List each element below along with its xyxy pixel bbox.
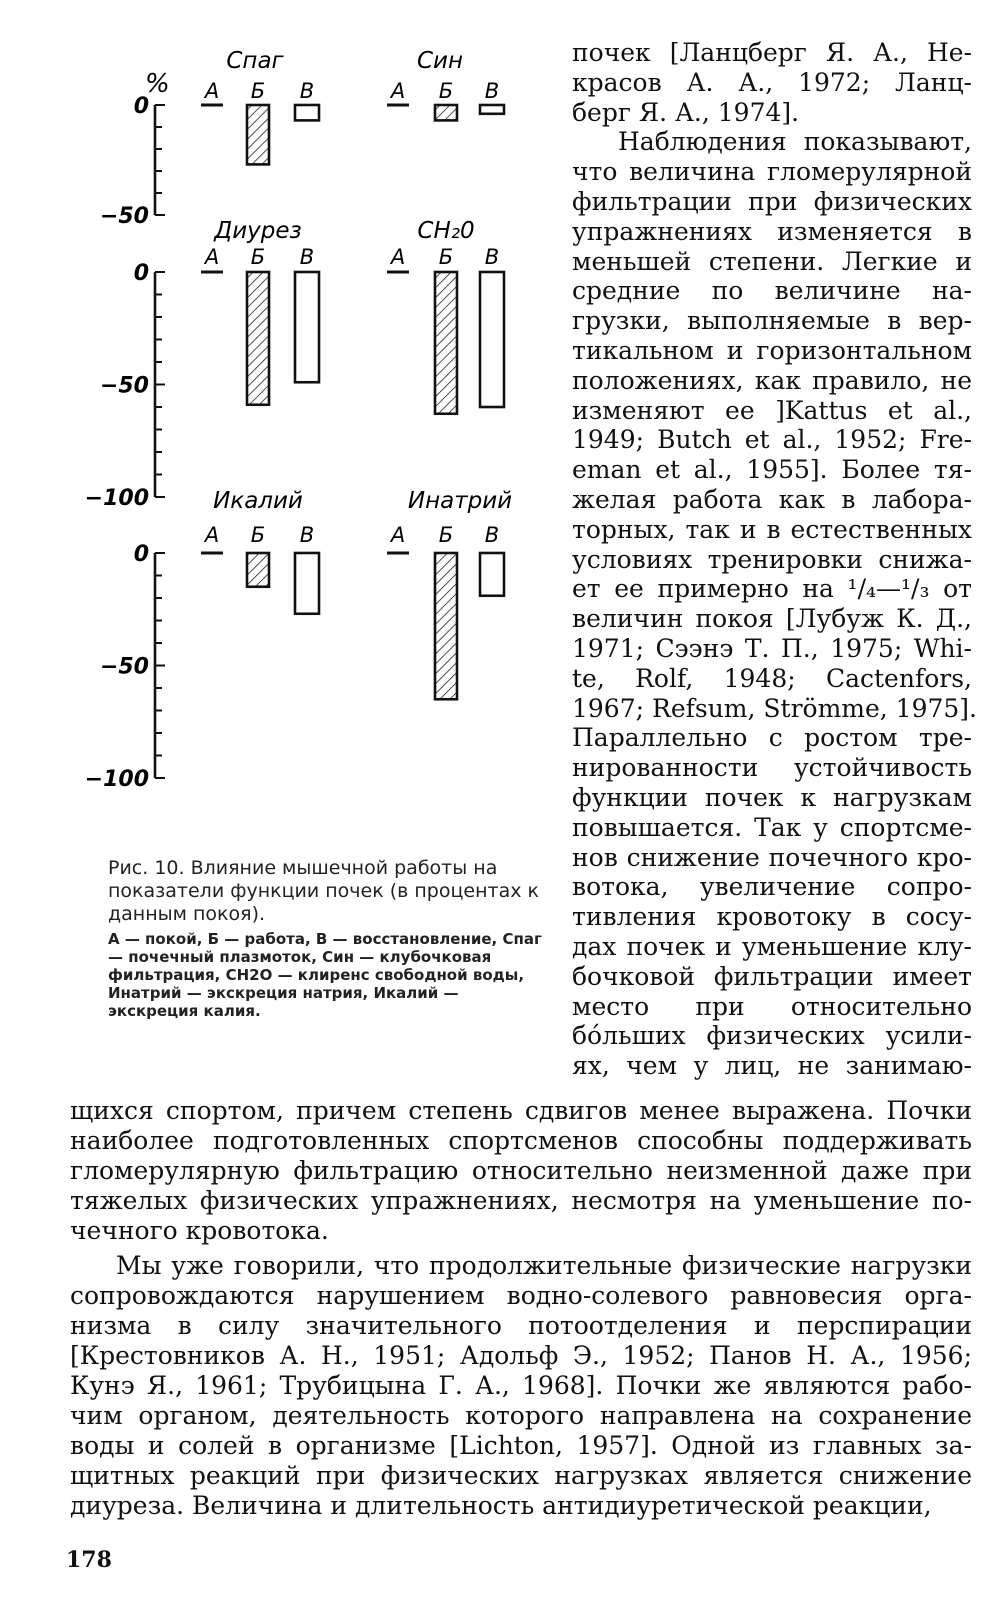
axis-tick-label: −50 xyxy=(99,654,149,680)
text-line: нированности устойчивость xyxy=(572,753,972,783)
panel-title: Икалий xyxy=(213,488,303,514)
text-line: тивления кровотоку в сосу- xyxy=(572,902,972,932)
bar-work xyxy=(247,272,269,405)
axis-tick-label: −50 xyxy=(99,373,149,399)
text-line: красов А. А., 1972; Ланц- xyxy=(572,67,972,97)
axis-tick-label: 0 xyxy=(133,94,149,119)
text-line: Наблюдения показывают, xyxy=(618,127,972,157)
bar-work xyxy=(435,272,457,414)
text-line: средние по величине на- xyxy=(572,276,972,306)
axis-tick-label: 0 xyxy=(133,542,149,567)
bar-category-label: В xyxy=(299,79,315,103)
axis-tick-label: −100 xyxy=(84,486,149,511)
text-line: te, Rolf, 1948; Cactenfors, xyxy=(572,663,972,693)
bar-category-label: В xyxy=(484,245,500,269)
bar-category-label: A xyxy=(390,79,406,103)
figure-caption xyxy=(108,857,542,1020)
bar-category-label: Б xyxy=(438,523,454,547)
text-line: берг Я. А., 1974]. xyxy=(572,97,800,127)
caption-legend: А — покой, Б — работа, В — восстановление, Cпаг — почечный плазмоток, Cин — клубочковая фильтрация, CH2O — клиренс свободной воды, Инатрий — экскреция натрия, Икалий — экскреция калия. xyxy=(108,930,542,1020)
bar-category-label: A xyxy=(390,523,406,547)
panel xyxy=(201,48,319,164)
text-line: положениях, как правило, не xyxy=(572,365,972,395)
panel-title: Диурез xyxy=(214,218,302,244)
axis-tick-label: 0 xyxy=(133,261,149,286)
bar-category-label: В xyxy=(299,523,315,547)
caption-main: Рис. 10. Влияние мышечной работы на показатели функции почек (в процентах к данным покоя). xyxy=(108,857,540,925)
panel xyxy=(387,218,504,414)
axis-tick-label: −100 xyxy=(84,767,149,792)
text-line: величин покоя [Лубуж К. Д., xyxy=(572,604,972,634)
panel-title: Инатрий xyxy=(407,488,513,514)
bar-category-label: Б xyxy=(438,245,454,269)
text-line: грузки, выполняемые в вер- xyxy=(572,306,972,336)
text-line: щихся спортом, причем степень сдвигов менее выражена. Почки xyxy=(70,1096,972,1125)
text-line: низма в силу значительного потоотделения и перспирации xyxy=(70,1311,972,1340)
bar-recovery xyxy=(480,272,504,407)
text-line: 1967; Refsum, Strömme, 1975]. xyxy=(572,693,977,723)
text-line: Мы уже говорили, что продолжительные физические нагрузки xyxy=(116,1251,972,1280)
text-line: бо́льших физических усили- xyxy=(572,1021,972,1051)
text-line: условиях тренировки снижа- xyxy=(572,544,972,574)
panel-title: Cпаг xyxy=(226,48,284,74)
text-line: Параллельно с ростом тре- xyxy=(572,723,972,753)
text-line: Кунэ Я., 1961; Трубицына Г. А., 1968]. Почки же являются рабо- xyxy=(70,1371,972,1400)
axis-tick-label: −50 xyxy=(99,204,149,229)
bar-recovery xyxy=(480,553,504,596)
bar-recovery xyxy=(295,272,319,382)
text-line: меньшей степени. Легкие и xyxy=(572,246,972,276)
text-line: место при относительно xyxy=(572,991,972,1021)
text-line: функции почек к нагрузкам xyxy=(572,782,972,812)
panel xyxy=(387,488,512,699)
text-line: почек [Ланцберг Я. А., Не- xyxy=(572,38,972,67)
text-line: нов снижение почечного кро- xyxy=(572,842,972,872)
text-line: изменяют ее ]Kattus et al., xyxy=(572,395,972,425)
text-line: гломерулярную фильтрацию относительно неизменной даже при xyxy=(70,1156,972,1185)
bar-recovery xyxy=(295,105,319,120)
text-line: воды и солей в организме [Lichton, 1957]. Одной из главных за- xyxy=(70,1431,972,1460)
text-line: тикальном и горизонтальном xyxy=(572,335,972,365)
bar-recovery xyxy=(295,553,319,614)
text-line: диуреза. Величина и длительность антидиуретической реакции, xyxy=(70,1491,932,1520)
panel-title: CH₂0 xyxy=(417,218,475,244)
text-line: повышается. Так у спортсме- xyxy=(572,812,972,842)
panel-title: Cин xyxy=(416,48,464,74)
right-column-text xyxy=(572,38,977,1081)
text-line: дах почек и уменьшение клу- xyxy=(572,931,972,961)
text-line: щитных реакций при физических нагрузках является снижение xyxy=(70,1461,972,1490)
bar-category-label: Б xyxy=(250,523,266,547)
bar-category-label: A xyxy=(204,523,220,547)
bar-work xyxy=(247,553,269,587)
text-line: наиболее подготовленных спортсменов способны поддерживать xyxy=(70,1126,972,1155)
bar-category-label: A xyxy=(204,245,220,269)
page-number: 178 xyxy=(66,1547,112,1573)
bar-category-label: В xyxy=(484,523,500,547)
panel xyxy=(201,218,319,405)
text-line: что величина гломерулярной xyxy=(572,157,972,187)
bar-category-label: Б xyxy=(438,79,454,103)
bar-work xyxy=(435,105,457,120)
text-line: чечного кровотока. xyxy=(70,1216,329,1245)
text-line: чим органом, деятельность которого направлена на сохранение xyxy=(70,1401,972,1430)
bar-category-label: A xyxy=(204,79,220,103)
figure-10-bar-chart xyxy=(0,0,560,850)
full-width-text xyxy=(70,1096,972,1521)
bar-category-label: В xyxy=(299,245,315,269)
bar-category-label: Б xyxy=(250,79,266,103)
bar-work xyxy=(247,105,269,164)
text-line: вотока, увеличение сопро- xyxy=(572,872,972,902)
bar-category-label: Б xyxy=(250,245,266,269)
text-line: 1949; Butch et al., 1952; Fre- xyxy=(572,425,972,455)
bar-recovery xyxy=(480,105,504,114)
text-line: 1971; Сээнэ Т. П., 1975; Whi- xyxy=(572,633,972,663)
text-line: тяжелых физических упражнениях, несмотря на уменьшение по- xyxy=(70,1186,972,1215)
bar-work xyxy=(435,553,457,699)
text-line: бочковой фильтрации имеет xyxy=(572,961,972,991)
bar-category-label: A xyxy=(390,245,406,269)
text-line: упражнениях изменяется в xyxy=(572,216,972,246)
text-line: ях, чем у лиц, не занимаю- xyxy=(572,1051,972,1081)
text-line: eman et al., 1955]. Более тя- xyxy=(572,455,972,485)
text-line: сопровождаются нарушением водно-солевого равновесия орга- xyxy=(70,1281,972,1310)
percent-symbol: % xyxy=(145,69,170,99)
text-line: [Крестовников А. Н., 1951; Адольф Э., 1952; Панов Н. А., 1956; xyxy=(70,1341,972,1370)
panel xyxy=(387,48,504,120)
text-line: ет ее примерно на ¹/₄—¹/₃ от xyxy=(572,574,972,604)
bar-category-label: В xyxy=(484,79,500,103)
text-line: фильтрации при физических xyxy=(572,186,972,216)
text-line: торных, так и в естественных xyxy=(572,514,972,544)
text-line: желая работа как в лабора- xyxy=(572,484,972,514)
panel xyxy=(201,488,319,614)
